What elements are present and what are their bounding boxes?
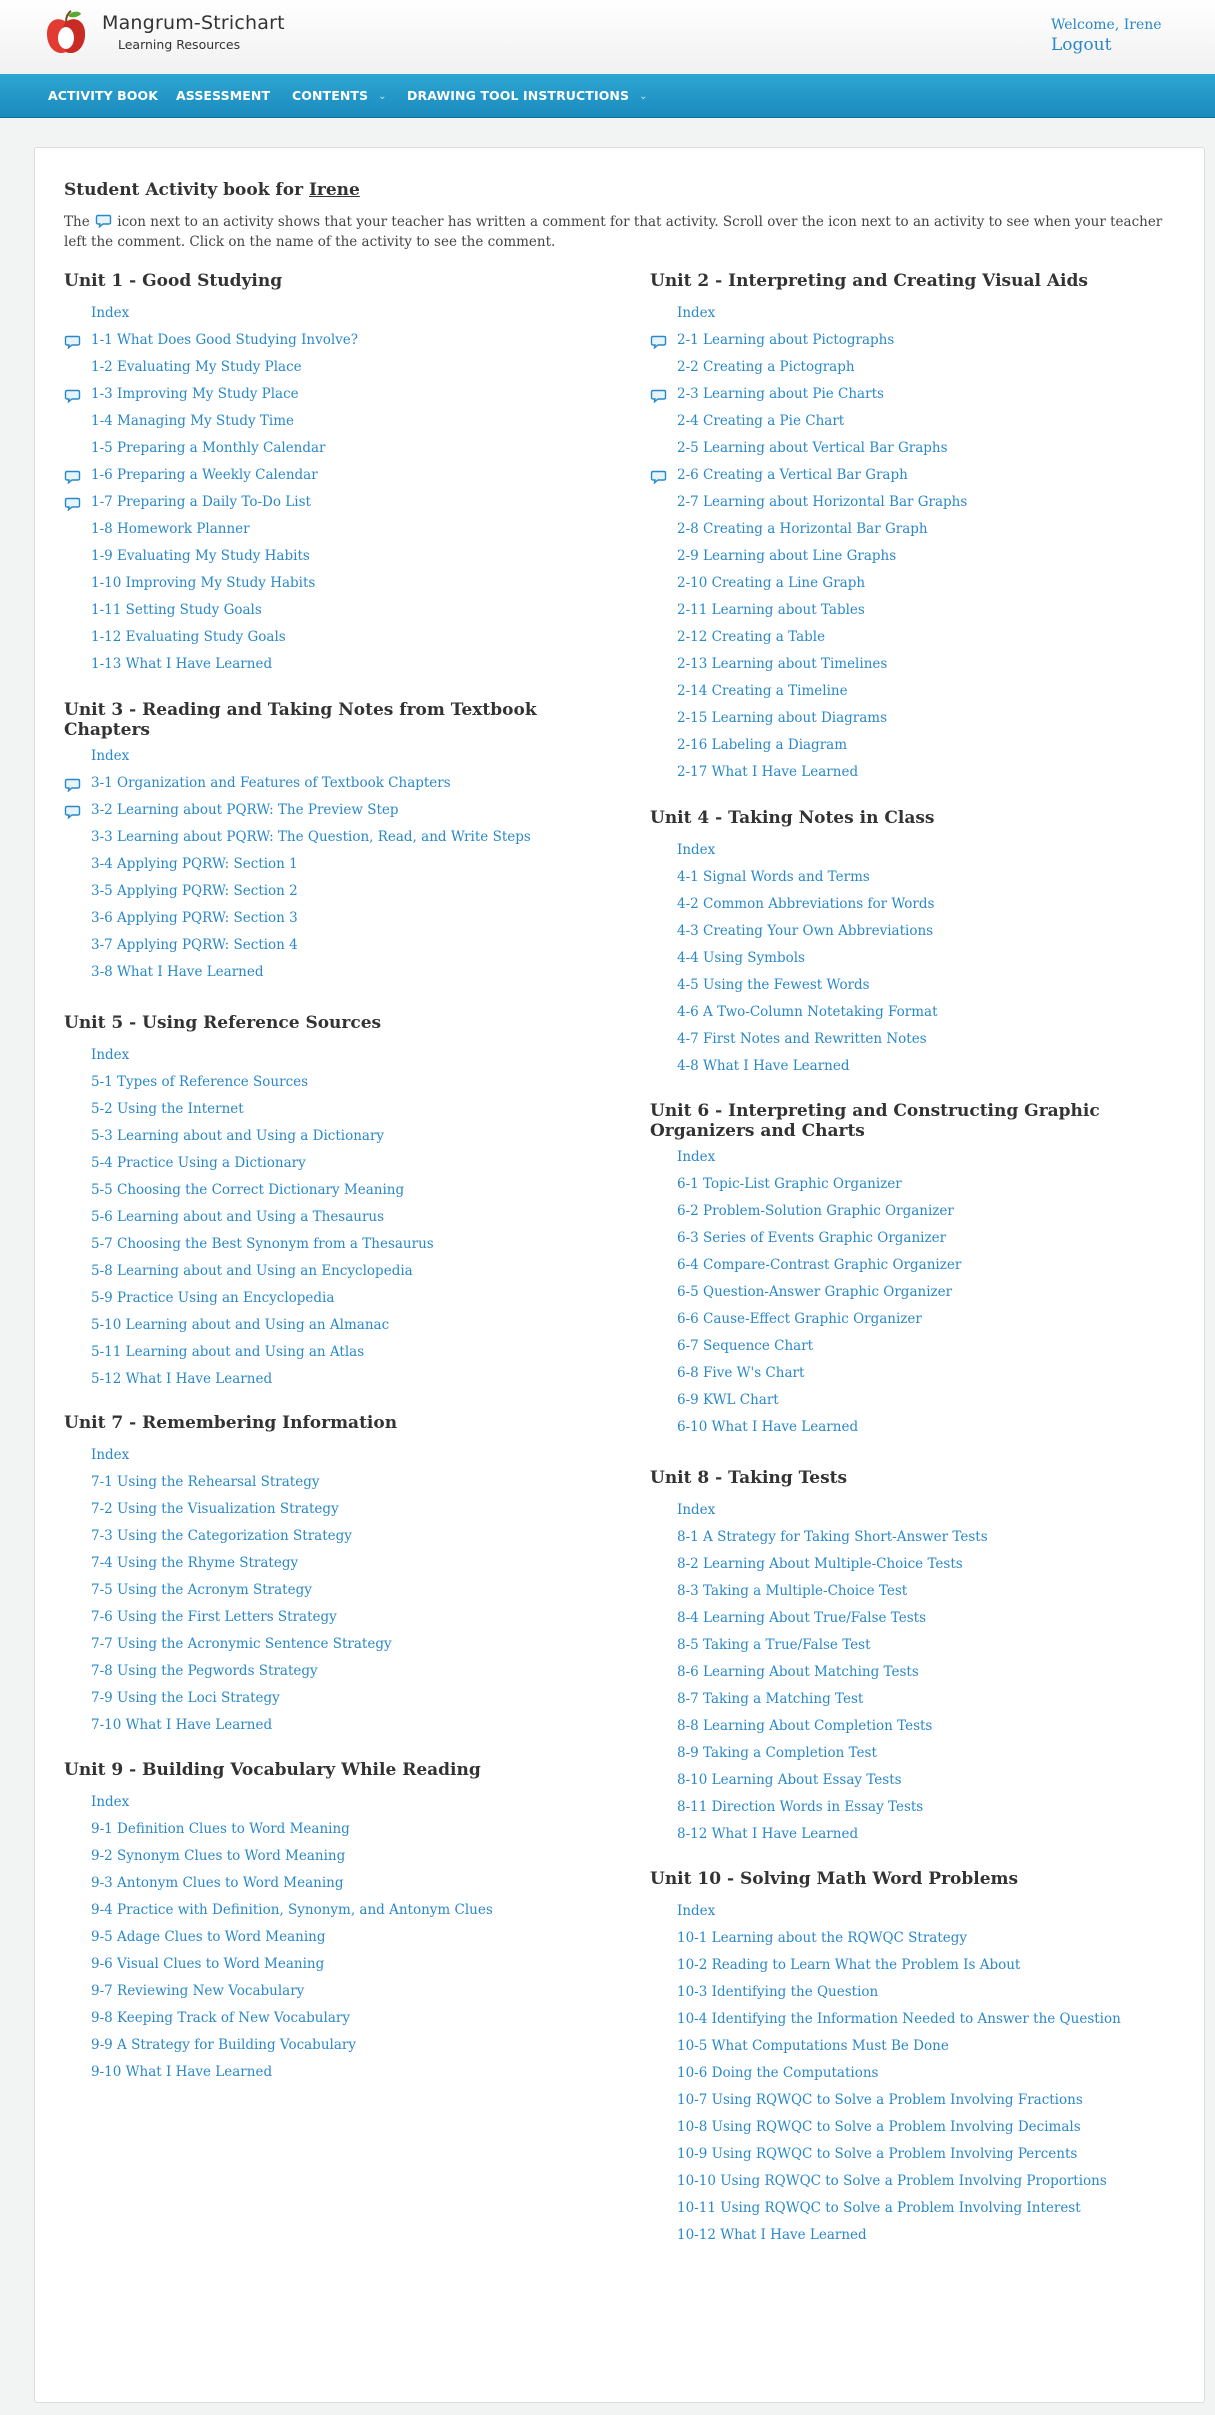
activity-link[interactable]: 9-9 A Strategy for Building Vocabulary (91, 2037, 356, 2053)
activity-link[interactable]: 3-6 Applying PQRW: Section 3 (91, 910, 298, 926)
comment-icon[interactable] (650, 469, 667, 483)
activity-link[interactable]: 7-1 Using the Rehearsal Strategy (91, 1474, 320, 1490)
unit-title: Unit 10 - Solving Math Word Problems (650, 1869, 1019, 1889)
unit-title: Unit 5 - Using Reference Sources (64, 1013, 382, 1033)
comment-icon[interactable] (650, 334, 667, 348)
activity-link[interactable]: 8-4 Learning About True/False Tests (677, 1610, 926, 1626)
activity-link[interactable]: 7-4 Using the Rhyme Strategy (91, 1555, 299, 1571)
activity-link[interactable]: 6-7 Sequence Chart (677, 1338, 814, 1354)
activity-link[interactable]: 8-8 Learning About Completion Tests (677, 1718, 933, 1734)
activity-link[interactable]: 5-7 Choosing the Best Synonym from a Thesaurus (91, 1236, 434, 1252)
activity-link[interactable]: 7-2 Using the Visualization Strategy (91, 1501, 339, 1517)
unit-index-link[interactable]: Index (677, 1502, 716, 1518)
activity-link[interactable]: 2-6 Creating a Vertical Bar Graph (677, 467, 908, 483)
activity-link[interactable]: 10-11 Using RQWQC to Solve a Problem Involving Interest (677, 2200, 1081, 2216)
activity-link[interactable]: 10-1 Learning about the RQWQC Strategy (677, 1930, 967, 1946)
activity-link[interactable]: 10-5 What Computations Must Be Done (677, 2038, 949, 2054)
unit-index-link[interactable]: Index (91, 1447, 130, 1463)
unit-title: Unit 8 - Taking Tests (650, 1468, 848, 1488)
nav-label: DRAWING TOOL INSTRUCTIONS (407, 88, 630, 103)
nav-drawing-tool-instructions[interactable] (407, 74, 648, 118)
apple-logo-icon (44, 8, 88, 58)
unit-title: Unit 9 - Building Vocabulary While Reading (64, 1760, 481, 1780)
activity-link[interactable]: 9-3 Antonym Clues to Word Meaning (91, 1875, 344, 1891)
unit-title: Unit 3 - Reading and Taking Notes from Textbook Chapters (64, 700, 537, 740)
brand-subtitle: Learning Resources (118, 37, 241, 52)
activity-link[interactable]: 5-11 Learning about and Using an Atlas (91, 1344, 365, 1360)
nav-contents[interactable] (292, 74, 387, 118)
activity-link[interactable]: 5-5 Choosing the Correct Dictionary Meaning (91, 1182, 405, 1198)
unit-index-link[interactable]: Index (91, 305, 130, 321)
activity-link[interactable]: 1-2 Evaluating My Study Place (91, 359, 302, 375)
activity-link[interactable]: 9-6 Visual Clues to Word Meaning (91, 1956, 325, 1972)
activity-link[interactable]: 6-6 Cause-Effect Graphic Organizer (677, 1311, 922, 1327)
activity-link[interactable]: 7-6 Using the First Letters Strategy (91, 1609, 337, 1625)
activity-link[interactable]: 10-8 Using RQWQC to Solve a Problem Involving Decimals (677, 2119, 1081, 2135)
activity-link[interactable]: 5-9 Practice Using an Encyclopedia (91, 1290, 335, 1306)
activity-link[interactable]: 5-10 Learning about and Using an Almanac (91, 1317, 390, 1333)
unit-title: Unit 4 - Taking Notes in Class (650, 808, 935, 828)
activity-link[interactable]: 7-10 What I Have Learned (91, 1717, 273, 1733)
comment-icon[interactable] (64, 496, 81, 510)
activity-link[interactable]: 9-2 Synonym Clues to Word Meaning (91, 1848, 346, 1864)
activity-link[interactable]: 2-2 Creating a Pictograph (677, 359, 855, 375)
activity-link[interactable]: 1-7 Preparing a Daily To-Do List (91, 494, 311, 510)
activity-link[interactable]: 3-5 Applying PQRW: Section 2 (91, 883, 298, 899)
activity-link[interactable]: 2-7 Learning about Horizontal Bar Graphs (677, 494, 968, 510)
activity-link[interactable]: 8-6 Learning About Matching Tests (677, 1664, 919, 1680)
unit-index-link[interactable]: Index (91, 1794, 130, 1810)
activity-link[interactable]: 6-5 Question-Answer Graphic Organizer (677, 1284, 953, 1300)
activity-link[interactable]: 4-3 Creating Your Own Abbreviations (677, 923, 934, 939)
activity-link[interactable]: 9-10 What I Have Learned (91, 2064, 273, 2080)
activity-link[interactable]: 7-8 Using the Pegwords Strategy (91, 1663, 318, 1679)
activity-link[interactable]: 6-10 What I Have Learned (677, 1419, 859, 1435)
activity-link[interactable]: 9-1 Definition Clues to Word Meaning (91, 1821, 350, 1837)
activity-link[interactable]: 5-12 What I Have Learned (91, 1371, 273, 1387)
activity-link[interactable]: 4-2 Common Abbreviations for Words (677, 896, 935, 912)
activity-link[interactable]: 9-4 Practice with Definition, Synonym, and Antonym Clues (91, 1902, 493, 1918)
activity-link[interactable]: 6-2 Problem-Solution Graphic Organizer (677, 1203, 954, 1219)
activity-link[interactable]: 6-4 Compare-Contrast Graphic Organizer (677, 1257, 962, 1273)
activity-link[interactable]: 3-8 What I Have Learned (91, 964, 264, 980)
activity-link[interactable]: 3-1 Organization and Features of Textbook Chapters (91, 775, 451, 791)
nav-assessment[interactable] (176, 74, 270, 118)
activity-link[interactable]: 8-12 What I Have Learned (677, 1826, 859, 1842)
unit-title: Unit 2 - Interpreting and Creating Visual Aids (650, 271, 1088, 291)
activity-link[interactable]: 1-10 Improving My Study Habits (91, 575, 316, 591)
activity-link[interactable]: 1-8 Homework Planner (91, 521, 250, 537)
activity-link[interactable]: 4-8 What I Have Learned (677, 1058, 850, 1074)
chevron-down-icon: ⌄ (639, 90, 648, 102)
nav-label: ASSESSMENT (176, 88, 271, 103)
student-name-link[interactable]: Irene (308, 180, 360, 200)
activity-link[interactable]: 2-17 What I Have Learned (677, 764, 859, 780)
activity-link[interactable]: 7-5 Using the Acronym Strategy (91, 1582, 312, 1598)
activity-link[interactable]: 10-10 Using RQWQC to Solve a Problem Involving Proportions (677, 2173, 1107, 2189)
activity-link[interactable]: 3-7 Applying PQRW: Section 4 (91, 937, 298, 953)
activity-link[interactable]: 6-9 KWL Chart (677, 1392, 779, 1408)
activity-link[interactable]: 5-3 Learning about and Using a Dictionary (91, 1128, 385, 1144)
logout-link[interactable]: Logout (1051, 35, 1112, 55)
comment-icon[interactable] (64, 777, 81, 791)
activity-link[interactable]: 2-16 Labeling a Diagram (677, 737, 848, 753)
activity-link[interactable]: 4-7 First Notes and Rewritten Notes (677, 1031, 927, 1047)
page-title (64, 180, 360, 200)
activity-link[interactable]: 5-6 Learning about and Using a Thesaurus (91, 1209, 385, 1225)
intro-after-icon: icon next to an activity shows that your teacher has written a comment for that activity. Scroll over the icon next to an activity to see when your teacher left the comment. Click on the name of the activity to see the comment. (64, 214, 1163, 250)
activity-link[interactable]: 2-11 Learning about Tables (677, 602, 865, 618)
activity-link[interactable]: 10-7 Using RQWQC to Solve a Problem Involving Fractions (677, 2092, 1083, 2108)
intro-text (64, 212, 1164, 252)
activity-link[interactable]: 7-9 Using the Loci Strategy (91, 1690, 280, 1706)
activity-link[interactable]: 8-7 Taking a Matching Test (677, 1691, 864, 1707)
activity-link[interactable]: 6-1 Topic-List Graphic Organizer (677, 1176, 902, 1192)
activity-link[interactable]: 6-8 Five W's Chart (677, 1365, 805, 1381)
comment-icon[interactable] (64, 334, 81, 348)
site-header (0, 0, 1215, 74)
welcome-text: Welcome, Irene (1051, 17, 1162, 33)
activity-link[interactable]: 1-11 Setting Study Goals (91, 602, 262, 618)
activity-link[interactable]: 2-12 Creating a Table (677, 629, 826, 645)
activity-link[interactable]: 2-4 Creating a Pie Chart (677, 413, 845, 429)
activity-link[interactable]: 2-10 Creating a Line Graph (677, 575, 866, 591)
activity-link[interactable]: 5-8 Learning about and Using an Encyclopedia (91, 1263, 413, 1279)
activity-link[interactable]: 9-7 Reviewing New Vocabulary (91, 1983, 305, 1999)
comment-icon[interactable] (64, 469, 81, 483)
activity-link[interactable]: 8-2 Learning About Multiple-Choice Tests (677, 1556, 963, 1572)
activity-link[interactable]: 1-1 What Does Good Studying Involve? (91, 332, 359, 348)
activity-link[interactable]: 9-5 Adage Clues to Word Meaning (91, 1929, 326, 1945)
activity-link[interactable]: 8-1 A Strategy for Taking Short-Answer Tests (677, 1529, 988, 1545)
activity-link[interactable]: 10-4 Identifying the Information Needed to Answer the Question (677, 2011, 1121, 2027)
activity-link[interactable]: 8-11 Direction Words in Essay Tests (677, 1799, 924, 1815)
comment-icon (95, 214, 112, 228)
comment-icon[interactable] (64, 804, 81, 818)
activity-link[interactable]: 10-9 Using RQWQC to Solve a Problem Involving Percents (677, 2146, 1078, 2162)
activity-link[interactable]: 3-3 Learning about PQRW: The Question, Read, and Write Steps (91, 829, 531, 845)
nav-label: ACTIVITY BOOK (48, 88, 159, 103)
activity-link[interactable]: 2-8 Creating a Horizontal Bar Graph (677, 521, 928, 537)
activity-link[interactable]: 3-4 Applying PQRW: Section 1 (91, 856, 298, 872)
activity-link[interactable]: 4-5 Using the Fewest Words (677, 977, 870, 993)
activity-link[interactable]: 2-1 Learning about Pictographs (677, 332, 895, 348)
activity-link[interactable]: 10-12 What I Have Learned (677, 2227, 867, 2243)
activity-link[interactable]: 2-9 Learning about Line Graphs (677, 548, 897, 564)
activity-link[interactable]: 8-10 Learning About Essay Tests (677, 1772, 902, 1788)
nav-label: CONTENTS (292, 88, 369, 103)
activity-link[interactable]: 5-1 Types of Reference Sources (91, 1074, 309, 1090)
activity-link[interactable]: 1-4 Managing My Study Time (91, 413, 295, 429)
activity-link[interactable]: 8-3 Taking a Multiple-Choice Test (677, 1583, 908, 1599)
activity-link[interactable]: 4-1 Signal Words and Terms (677, 869, 870, 885)
activity-link[interactable]: 2-13 Learning about Timelines (677, 656, 888, 672)
activity-link[interactable]: 8-5 Taking a True/False Test (677, 1637, 871, 1653)
activity-link[interactable]: 5-2 Using the Internet (91, 1101, 244, 1117)
unit-title: Unit 7 - Remembering Information (64, 1413, 398, 1433)
activity-link[interactable]: 4-4 Using Symbols (677, 950, 805, 966)
activity-link[interactable]: 10-3 Identifying the Question (677, 1984, 879, 2000)
activity-link[interactable]: 2-3 Learning about Pie Charts (677, 386, 884, 402)
unit-title: Unit 6 - Interpreting and Constructing Graphic Organizers and Charts (650, 1101, 1100, 1141)
activity-link[interactable]: 7-3 Using the Categorization Strategy (91, 1528, 352, 1544)
activity-link[interactable]: 10-6 Doing the Computations (677, 2065, 879, 2081)
brand-name: Mangrum-Strichart (102, 12, 285, 34)
unit-index-link[interactable]: Index (677, 305, 716, 321)
unit-title: Unit 1 - Good Studying (64, 271, 283, 291)
activity-link[interactable]: 2-5 Learning about Vertical Bar Graphs (677, 440, 948, 456)
chevron-down-icon: ⌄ (378, 90, 387, 102)
main-navbar (0, 74, 1215, 118)
comment-icon[interactable] (64, 388, 81, 402)
unit-index-link[interactable]: Index (677, 1903, 716, 1919)
activity-link[interactable]: 1-13 What I Have Learned (91, 656, 273, 672)
activity-link[interactable]: 1-5 Preparing a Monthly Calendar (91, 440, 326, 456)
activity-link[interactable]: 1-6 Preparing a Weekly Calendar (91, 467, 318, 483)
unit-index-link[interactable]: Index (91, 1047, 130, 1063)
activity-link[interactable]: 4-6 A Two-Column Notetaking Format (677, 1004, 938, 1020)
activity-link[interactable]: 9-8 Keeping Track of New Vocabulary (91, 2010, 350, 2026)
unit-index-link[interactable]: Index (677, 842, 716, 858)
activity-link[interactable]: 3-2 Learning about PQRW: The Preview Step (91, 802, 399, 818)
activity-link[interactable]: 1-9 Evaluating My Study Habits (91, 548, 310, 564)
activity-link[interactable]: 7-7 Using the Acronymic Sentence Strategy (91, 1636, 392, 1652)
intro-before-icon: The (64, 214, 90, 230)
activity-link[interactable]: 1-12 Evaluating Study Goals (91, 629, 286, 645)
comment-icon[interactable] (650, 388, 667, 402)
nav-activity-book[interactable] (48, 74, 158, 118)
activity-link[interactable]: 2-14 Creating a Timeline (677, 683, 848, 699)
unit-index-link[interactable]: Index (677, 1149, 716, 1165)
page-title-prefix: Student Activity book for (64, 180, 309, 200)
activity-link[interactable]: 6-3 Series of Events Graphic Organizer (677, 1230, 947, 1246)
activity-link[interactable]: 8-9 Taking a Completion Test (677, 1745, 877, 1761)
activity-link[interactable]: 1-3 Improving My Study Place (91, 386, 299, 402)
activity-link[interactable]: 5-4 Practice Using a Dictionary (91, 1155, 306, 1171)
activity-link[interactable]: 2-15 Learning about Diagrams (677, 710, 888, 726)
unit-index-link[interactable]: Index (91, 748, 130, 764)
activity-link[interactable]: 10-2 Reading to Learn What the Problem Is About (677, 1957, 1021, 1973)
